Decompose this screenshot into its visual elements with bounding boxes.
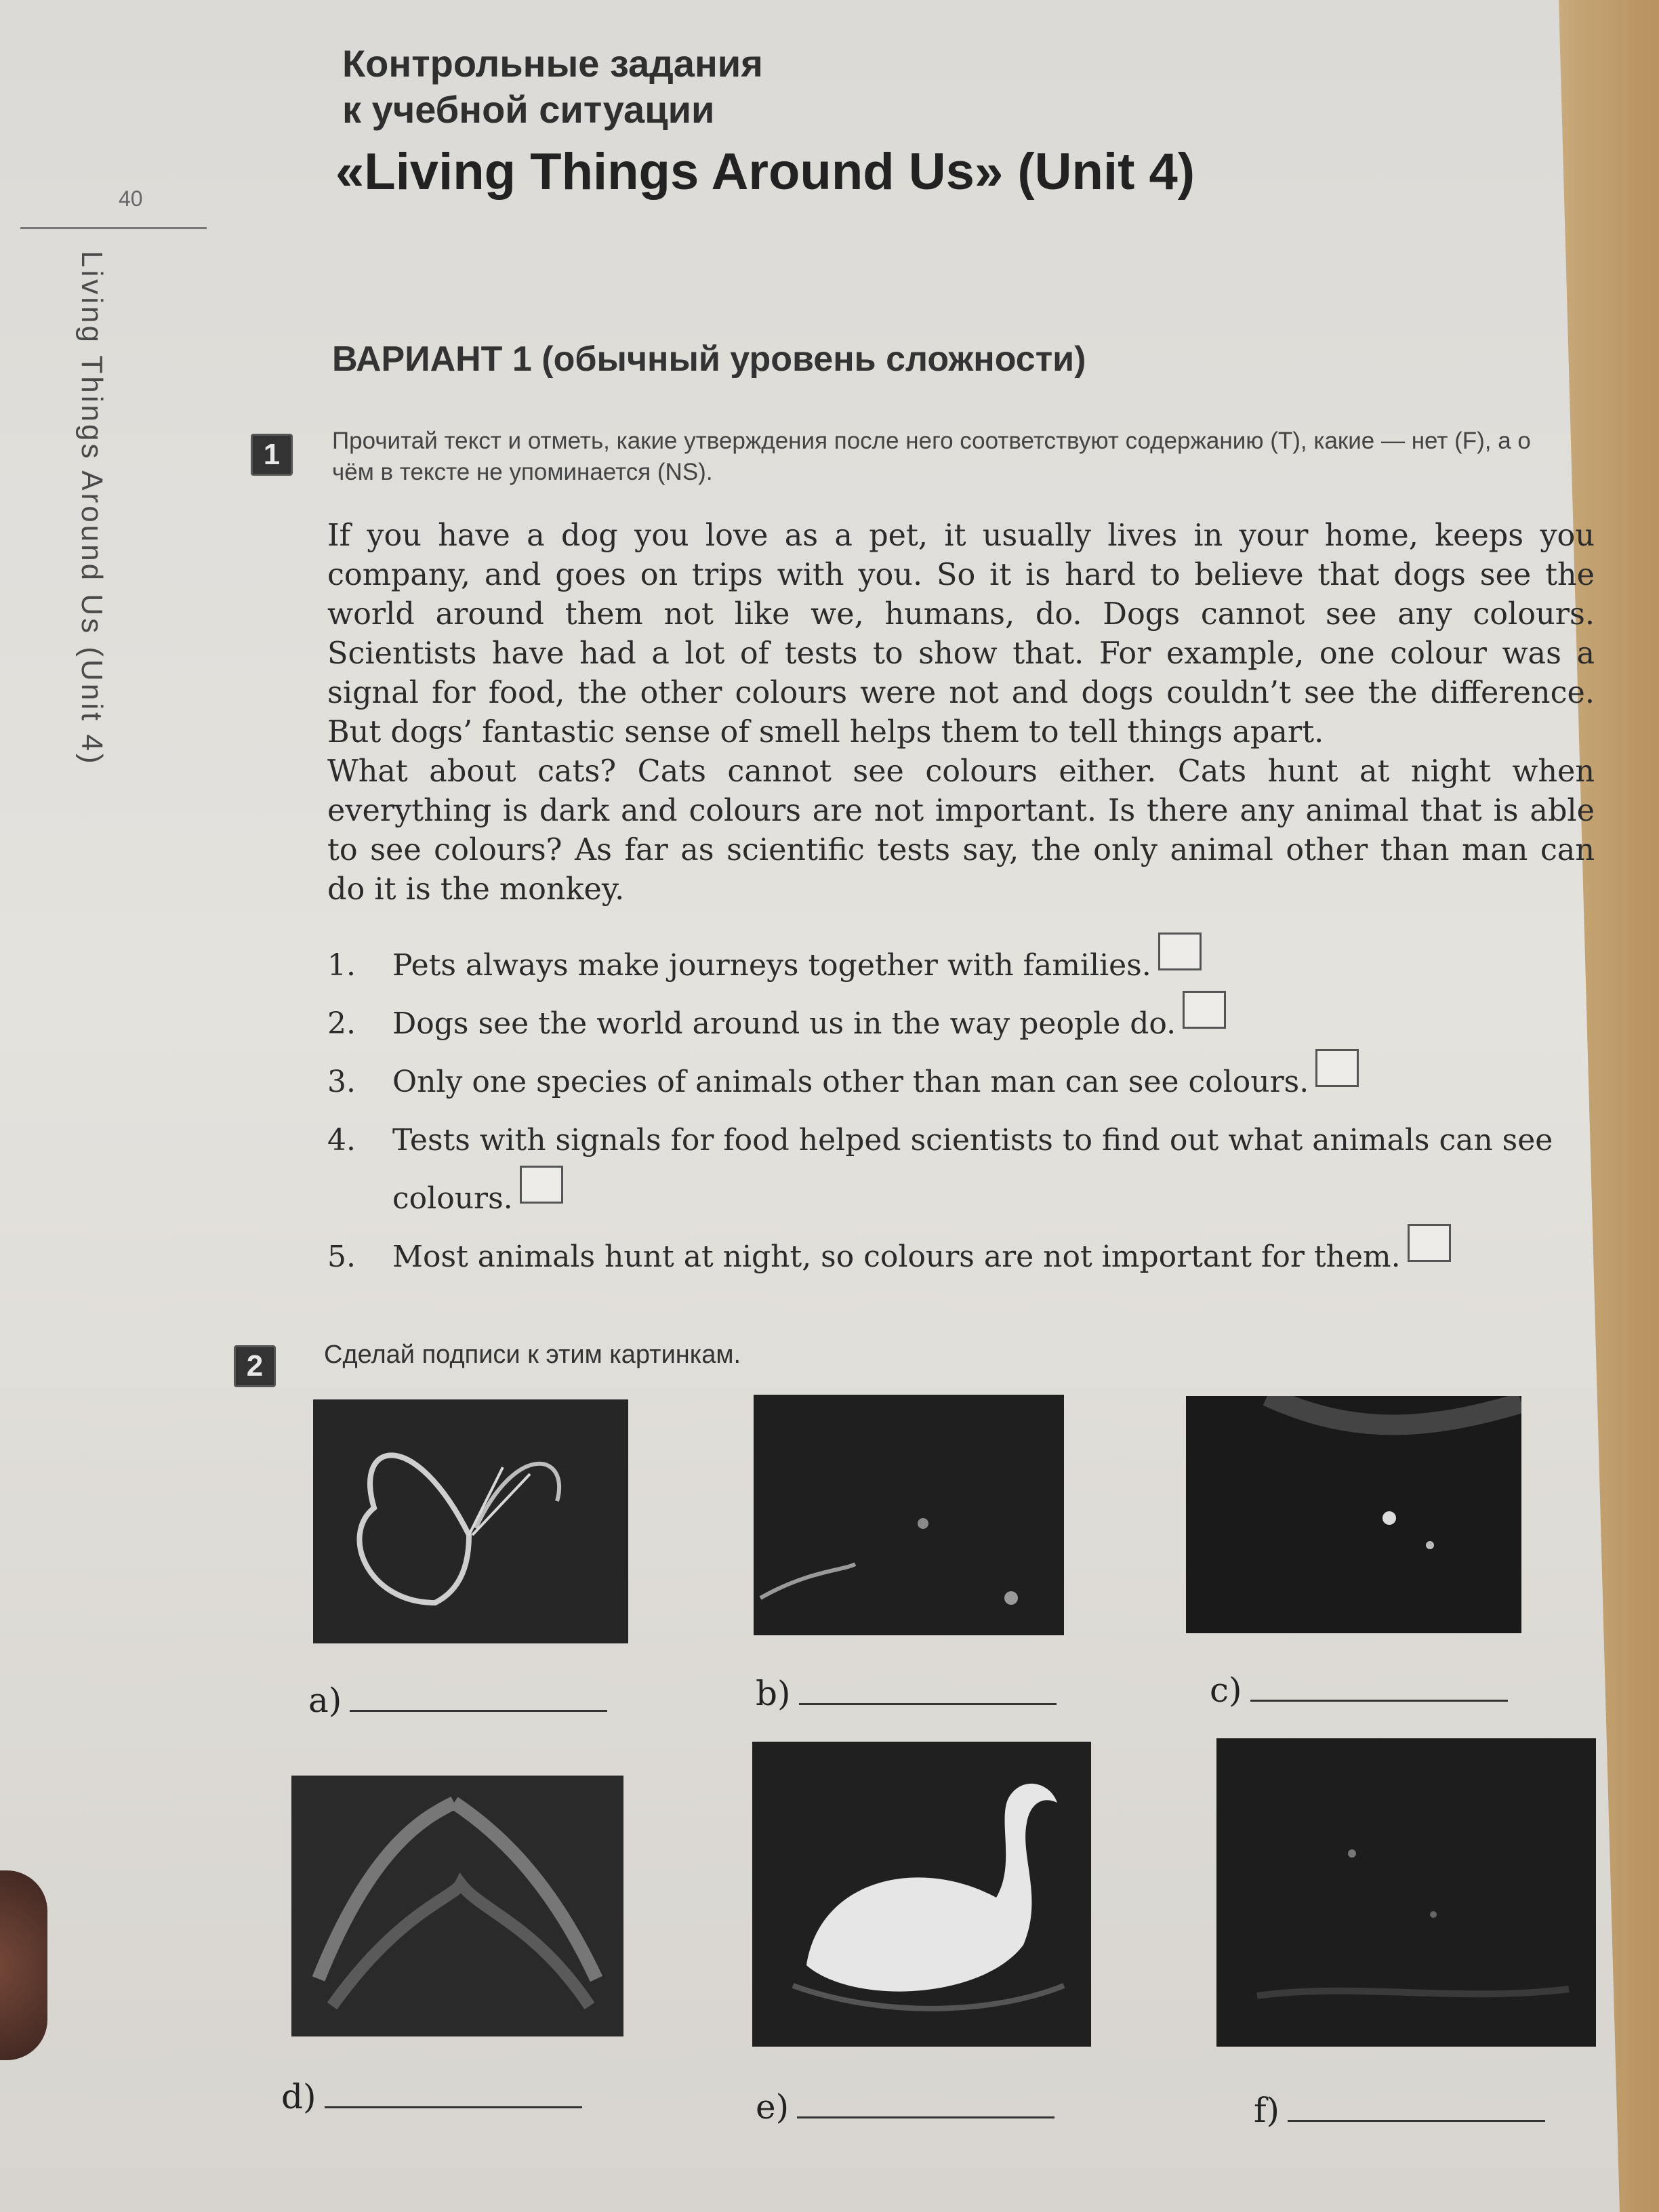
reading-paragraph: If you have a dog you love as a pet, it usually lives in your home, keeps you company, and goes on trips with you. So it is hard to believe that dogs see the world around them not like we, humans, do. Dogs cannot see any colours. Scientists have had a lot of tests to show that. For example, one colour was a signal for food, the other colours were not and dogs couldn’t see the difference. But dogs’ fantastic sense of smell helps them to tell things apart. <box>327 518 1595 750</box>
answer-line[interactable] <box>1288 2093 1545 2122</box>
answer-box[interactable] <box>1158 933 1202 970</box>
answer-line[interactable] <box>1250 1673 1508 1702</box>
task-2-badge: 2 <box>234 1345 276 1387</box>
statement-item <box>327 1228 1601 1286</box>
water-animal-icon <box>1216 1738 1596 2047</box>
statement-text: Most animals hunt at night, so colours are not important for them. <box>392 1240 1401 1274</box>
statement-text: Only one species of animals other than man can see colours. <box>392 1065 1309 1099</box>
caption-label: c) <box>1210 1671 1242 1710</box>
caption-label: f) <box>1254 2091 1280 2130</box>
water-animal-photo <box>1216 1738 1596 2047</box>
frog-photo <box>754 1395 1064 1635</box>
variant-number: 1 <box>512 340 532 379</box>
caption-label: d) <box>281 2077 316 2116</box>
statement-number: 4. <box>327 1123 356 1158</box>
task-2-instruction: Сделай подписи к этим картинкам. <box>324 1340 741 1369</box>
caption-label: e) <box>756 2087 790 2127</box>
task-1-badge: 1 <box>251 434 293 476</box>
caption-a <box>308 1681 607 1720</box>
statement-number: 1. <box>327 948 356 983</box>
reading-paragraph: What about cats? Cats cannot see colours either. Cats hunt at night when everything is dark and colours are not important. Is there any animal that is able to see colours? As far as scientific tests say, the only animal other than man can do it is the monkey. <box>327 754 1595 907</box>
bird-photo <box>291 1776 623 2036</box>
unit-title-close: ) <box>1177 143 1195 201</box>
running-title: Living Things Around Us (Unit 4) <box>75 251 108 766</box>
answer-box[interactable] <box>520 1166 563 1204</box>
answer-line[interactable] <box>325 2079 582 2108</box>
statement-text: Dogs see the world around us in the way people do. <box>392 1006 1176 1041</box>
swan-photo <box>752 1742 1091 2047</box>
caption-label: a) <box>308 1681 342 1720</box>
statement-item <box>327 1111 1601 1228</box>
unit-number: 4 <box>1149 143 1178 201</box>
answer-line[interactable] <box>799 1676 1057 1705</box>
page-title <box>342 41 763 133</box>
variant-difficulty: (обычный уровень сложности) <box>531 340 1086 379</box>
answer-box[interactable] <box>1408 1224 1451 1262</box>
task-1-instruction: Прочитай текст и отметь, какие утверждения после него соответствуют содержанию (T), какие — нет (F), а о чём в тексте не упоминается (NS). <box>332 428 1531 485</box>
butterfly-icon <box>313 1399 628 1643</box>
statement-number: 2. <box>327 1006 356 1041</box>
answer-line[interactable] <box>797 2089 1054 2118</box>
margin-rule <box>20 227 207 229</box>
statement-list <box>327 937 1601 1286</box>
answer-box[interactable] <box>1315 1049 1359 1087</box>
insect-photo <box>1186 1396 1521 1633</box>
statement-text: Pets always make journeys together with families. <box>392 948 1151 983</box>
statement-number: 3. <box>327 1065 356 1099</box>
insect-icon <box>1186 1396 1521 1633</box>
answer-box[interactable] <box>1183 991 1226 1029</box>
title-line-1: Контрольные задания <box>342 42 763 85</box>
statement-item <box>327 995 1601 1053</box>
variant-heading <box>332 339 1086 380</box>
caption-b <box>756 1674 1057 1713</box>
unit-title <box>335 142 1195 201</box>
variant-label: ВАРИАНТ <box>332 340 512 379</box>
caption-label: b) <box>756 1674 791 1713</box>
caption-c <box>1210 1671 1508 1710</box>
reading-text <box>327 516 1595 909</box>
statement-item <box>327 1053 1601 1111</box>
finger <box>0 1870 47 2060</box>
feathers-icon <box>291 1776 623 2036</box>
page-number: 40 <box>119 186 143 211</box>
statement-item <box>327 937 1601 995</box>
caption-d <box>281 2077 582 2116</box>
swan-icon <box>752 1742 1091 2047</box>
caption-f <box>1254 2091 1545 2130</box>
answer-line[interactable] <box>350 1683 607 1712</box>
frog-icon <box>754 1395 1064 1635</box>
statement-number: 5. <box>327 1240 356 1274</box>
statement-text: Tests with signals for food helped scientists to find out what animals can see colours. <box>392 1123 1553 1216</box>
caption-e <box>756 2087 1054 2127</box>
title-line-2: к учебной ситуации <box>342 88 715 131</box>
unit-title-text: «Living Things Around Us» (Unit <box>335 143 1149 201</box>
butterfly-photo <box>313 1399 628 1643</box>
